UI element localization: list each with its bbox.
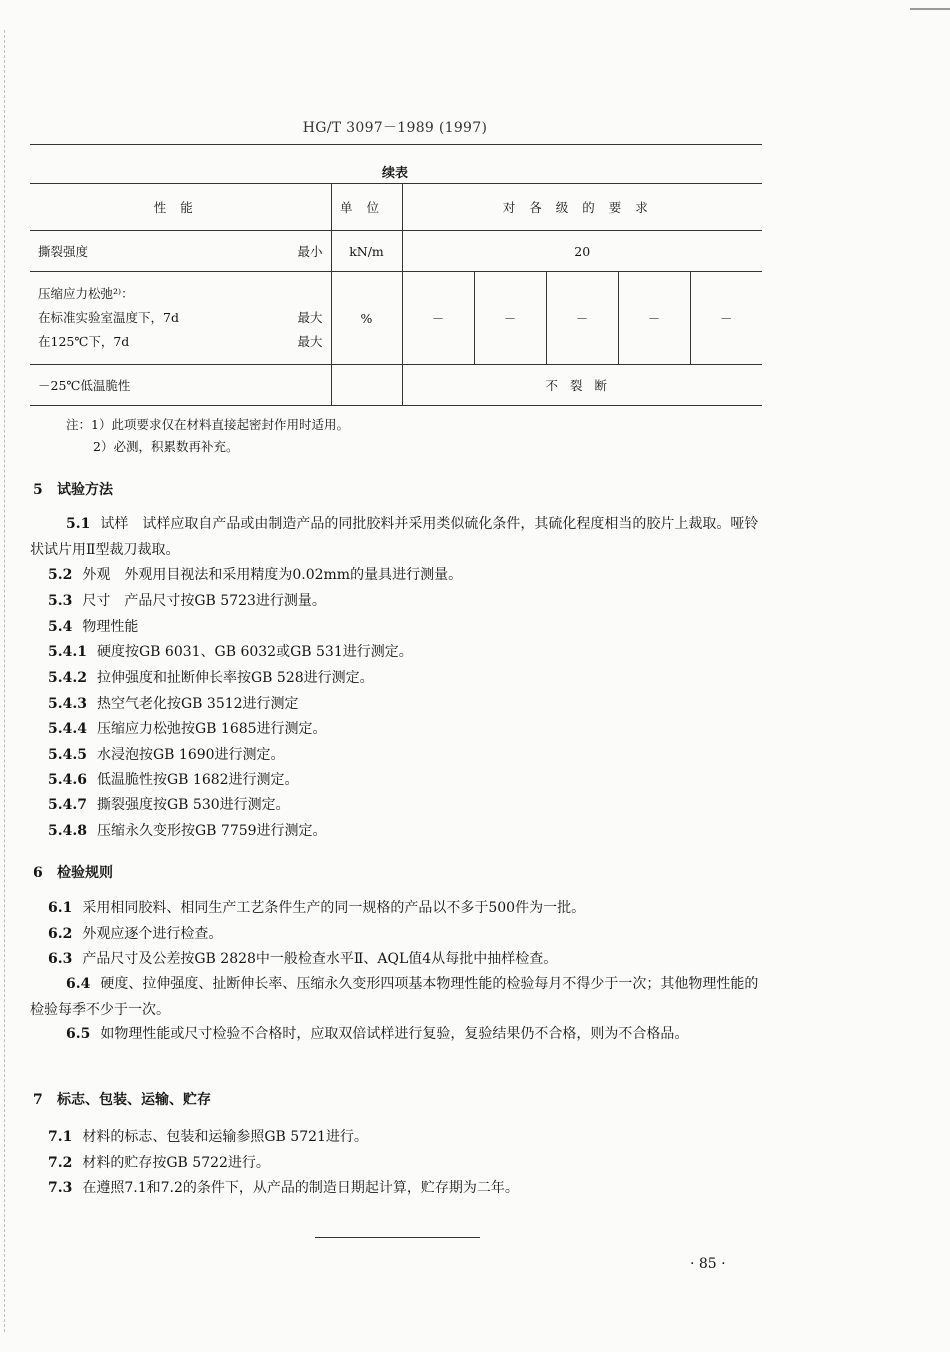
requirements-table	[30, 183, 762, 406]
grade-cell: －	[690, 272, 762, 365]
clause-5-1: 5.1 试样 试样应取自产品或由制造产品的同批胶料并采用类似硫化条件，其硫化程度相当的胶片上裁取。哑铃状试片用Ⅱ型裁刀裁取。	[30, 516, 759, 558]
clause-5-4: 5.4 物理性能	[48, 619, 139, 635]
clause-6-1: 6.1 采用相同胶料、相同生产工艺条件生产的同一规格的产品以不多于500件为一批。	[48, 900, 586, 916]
clause-5-4-4: 5.4.4 压缩应力松弛按GB 1685进行测定。	[48, 721, 327, 737]
section-6-heading: 6 检验规则	[33, 865, 113, 881]
table-continued-label: 续表	[381, 166, 408, 181]
property-cell: 撕裂强度 最小	[30, 231, 331, 272]
col-requirement-header: 对各级的要求	[402, 184, 762, 231]
clause-5-4-6: 5.4.6 低温脆性按GB 1682进行测定。	[48, 772, 299, 788]
table-header-row	[30, 184, 762, 231]
property-cell: －25℃低温脆性	[30, 365, 331, 406]
col-unit-header: 单位	[331, 184, 402, 231]
table-row	[30, 365, 762, 406]
header-rule	[30, 144, 762, 145]
grade-cell: －	[474, 272, 546, 365]
table-notes	[66, 414, 349, 458]
unit-cell	[331, 365, 402, 406]
note-1: 注：1）此项要求仅在材料直接起密封作用时适用。	[66, 417, 349, 432]
section-5-heading: 5 试验方法	[33, 482, 113, 498]
table-row	[30, 272, 762, 365]
clause-7-3: 7.3 在遵照7.1和7.2的条件下，从产品的制造日期起计算，贮存期为二年。	[48, 1180, 519, 1196]
grade-cell: －	[402, 272, 474, 365]
property-cell: 压缩应力松弛²⁾： 在标准实验室温度下，7d 最大 在125℃下，7d 最大	[30, 272, 331, 365]
page-number: · 85 ·	[690, 1256, 726, 1272]
grade-cell: －	[546, 272, 618, 365]
clause-5-4-1: 5.4.1 硬度按GB 6031、GB 6032或GB 531进行测定。	[48, 644, 413, 660]
clause-6-4: 6.4 硬度、拉伸强度、扯断伸长率、压缩永久变形四项基本物理性能的检验每月不得少于一次；其他物理性能的检验每季不少于一次。	[30, 976, 759, 1018]
clause-6-5: 6.5 如物理性能或尺寸检验不合格时，应取双倍试样进行复验，复验结果仍不合格，则为不合格品。	[66, 1026, 689, 1042]
col-property-header: 性能	[30, 184, 331, 231]
requirement-cell: 20	[402, 231, 762, 272]
clause-5-4-8: 5.4.8 压缩永久变形按GB 7759进行测定。	[48, 823, 327, 839]
page-edge	[4, 30, 5, 1332]
unit-cell: kN/m	[331, 231, 402, 272]
clause-5-4-2: 5.4.2 拉伸强度和扯断伸长率按GB 528进行测定。	[48, 670, 374, 686]
clause-5-4-7: 5.4.7 撕裂强度按GB 530进行测定。	[48, 797, 290, 813]
section-7-heading: 7 标志、包装、运输、贮存	[33, 1092, 211, 1108]
clause-6-2: 6.2 外观应逐个进行检查。	[48, 926, 223, 942]
clause-7-1: 7.1 材料的标志、包装和运输参照GB 5721进行。	[48, 1129, 368, 1145]
grade-cell: －	[618, 272, 690, 365]
note-2: 2）必测，积累数再补充。	[93, 439, 239, 454]
clause-5-2: 5.2 外观 外观用目视法和采用精度为0.02mm的量具进行测量。	[48, 567, 463, 583]
clause-5-4-3: 5.4.3 热空气老化按GB 3512进行测定	[48, 696, 299, 712]
table-row	[30, 231, 762, 272]
clause-5-4-5: 5.4.5 水浸泡按GB 1690进行测定。	[48, 747, 285, 763]
standard-header: HG/T 3097－1989 (1997)	[302, 120, 488, 136]
page-edge-mark	[910, 8, 950, 10]
unit-cell: %	[331, 272, 402, 365]
clause-6-3: 6.3 产品尺寸及公差按GB 2828中一般检查水平Ⅱ、AQL值4从每批中抽样检查。	[48, 951, 558, 967]
requirement-cell: 不裂断	[402, 365, 762, 406]
end-rule	[315, 1237, 480, 1238]
clause-5-3: 5.3 尺寸 产品尺寸按GB 5723进行测量。	[48, 593, 326, 609]
clause-7-2: 7.2 材料的贮存按GB 5722进行。	[48, 1155, 270, 1171]
